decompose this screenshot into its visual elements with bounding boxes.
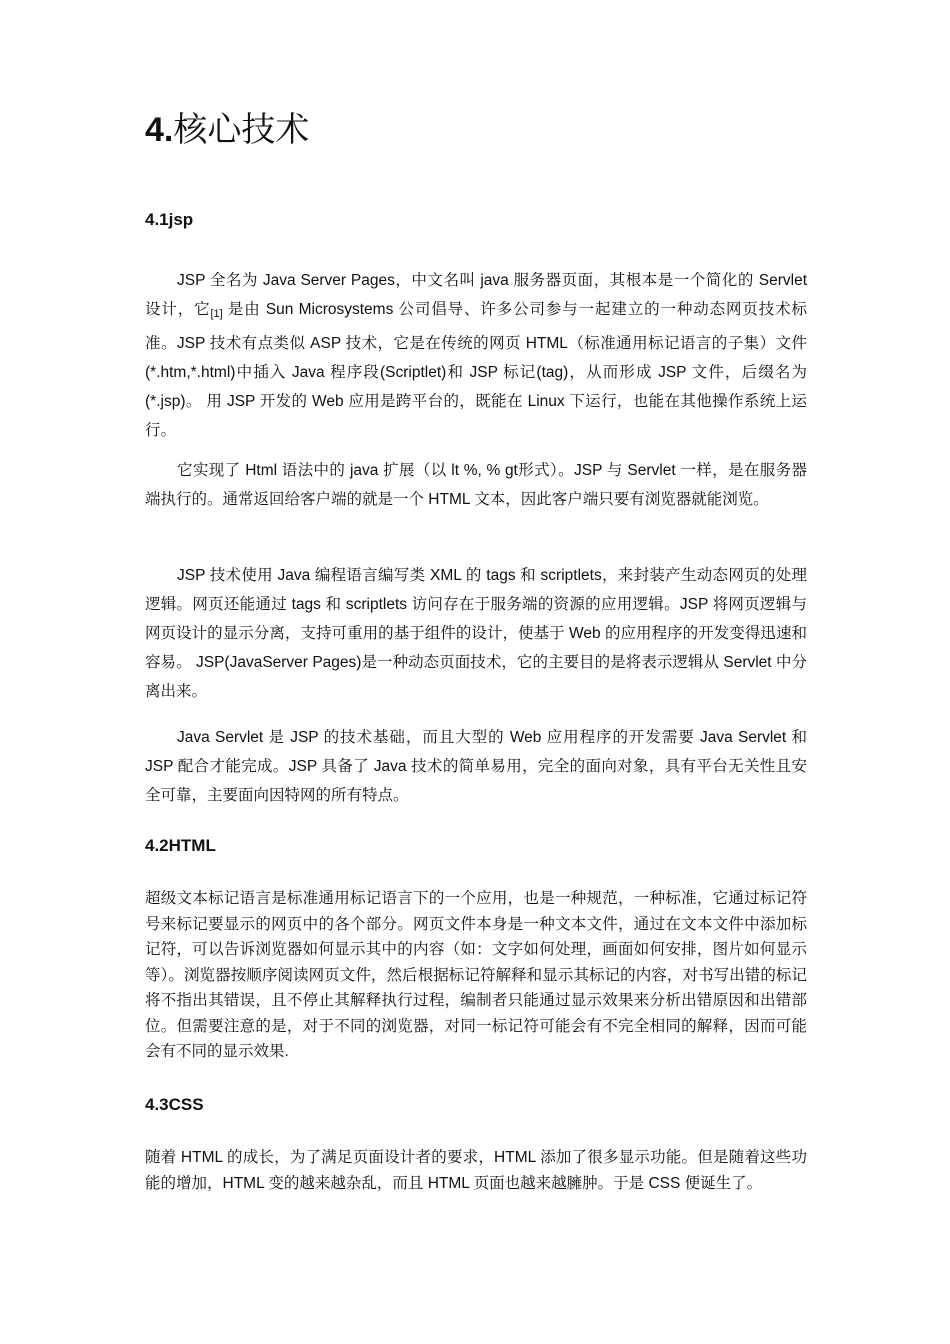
section-heading-jsp: 4.1jsp	[145, 210, 194, 229]
paragraph-jsp-tags: JSP 技术使用 Java 编程语言编写类 XML 的 tags 和 scriptlets，来封装产生动态网页的处理逻辑。网页还能通过 tags 和 scriptlets 访问存在于服务端的资源的应用逻辑。JSP 将网页逻辑与网页设计的显示分离，支持可重用的基于组件的设计，使基于 Web 的应用程序的开发变得迅速和容易。 JSP(JavaServer Pages)是一种动态页面技术，它的主要目的是将表示逻辑从 Servlet 中分离出来。	[145, 567, 807, 700]
paragraph-jsp-servlet: Java Servlet 是 JSP 的技术基础，而且大型的 Web 应用程序的开发需要 Java Servlet 和 JSP 配合才能完成。JSP 具备了 Java 技术的简单易用，完全的面向对象，具有平台无关性且安全可靠，主要面向因特网的所有特点。	[145, 729, 807, 804]
paragraph-jsp-intro	[145, 266, 807, 445]
chapter-title-text: 核心技术	[173, 111, 310, 149]
paragraph-jsp-intro-part1: JSP 全名为 Java Server Pages，中文名叫 java 服务器页面，其根本是一个简化的 Servlet 设计，它	[145, 272, 807, 318]
chapter-number: 4.	[145, 111, 174, 149]
paragraph-css: 随着 HTML 的成长，为了满足页面设计者的要求，HTML 添加了很多显示功能。但是随着这些功能的增加，HTML 变的越来越杂乱，而且 HTML 页面也越来越臃肿。于是 CSS 便诞生了。	[145, 1149, 807, 1192]
section-heading-html: 4.2HTML	[145, 836, 216, 855]
section-heading-css: 4.3CSS	[145, 1095, 204, 1114]
paragraph-jsp-html-extension: 它实现了 Html 语法中的 java 扩展（以 lt %, % gt形式）。JSP 与 Servlet 一样，是在服务器端执行的。通常返回给客户端的就是一个 HTML 文本，因此客户端只要有浏览器就能浏览。	[145, 462, 807, 508]
paragraph-html: 超级文本标记语言是标准通用标记语言下的一个应用，也是一种规范，一种标准，它通过标记符号来标记要显示的网页中的各个部分。网页文件本身是一种文本文件，通过在文本文件中添加标记符，可以告诉浏览器如何显示其中的内容（如：文字如何处理，画面如何安排，图片如何显示等）。浏览器按顺序阅读网页文件，然后根据标记符解释和显示其标记的内容，对书写出错的标记将不指出其错误，且不停止其解释执行过程，编制者只能通过显示效果来分析出错原因和出错部位。但需要注意的是，对于不同的浏览器，对同一标记符可能会有不完全相同的解释，因而可能会有不同的显示效果.	[145, 890, 807, 1060]
paragraph-jsp-intro-part2: 是由 Sun Microsystems 公司倡导、许多公司参与一起建立的一种动态网页技术标准。JSP 技术有点类似 ASP 技术，它是在传统的网页 HTML（标准通用标记语言的子集）文件(*.htm,*.html)中插入 Java 程序段(Scriptlet)和 JSP 标记(tag)，从而形成 JSP 文件，后缀名为(*.jsp)。 用 JSP 开发的 Web 应用是跨平台的，既能在 Linux 下运行，也能在其他操作系统上运行。	[145, 301, 807, 439]
chapter-title	[145, 106, 309, 154]
citation-ref: [1]	[210, 308, 223, 320]
